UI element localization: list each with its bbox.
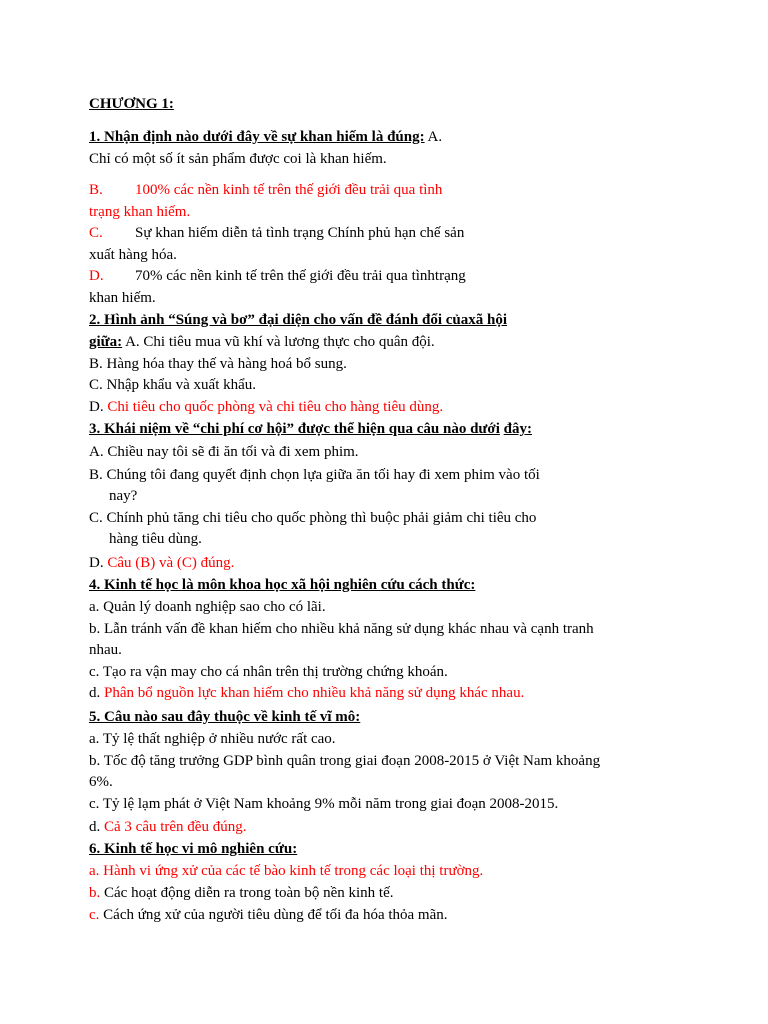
q4-option-d-text: Phân bổ nguồn lực khan hiếm cho nhiều khả năng sử dụng khác nhau. [100,685,525,701]
q5-option-d-text: Cả 3 câu trên đều đúng. [100,819,247,835]
q1-option-d-cont: khan hiếm. [89,290,156,306]
q3-option-c-cont: hàng tiêu dùng. [109,531,202,547]
question-1-title: 1. Nhận định nào dưới đây về sự khan hiếm là đúng: [89,129,425,145]
q1-option-c-text: Sự khan hiếm diễn tả tình trạng Chính phủ hạn chế sản [135,225,465,241]
q1-option-c-cont: xuất hàng hóa. [89,247,177,263]
q4-option-b-cont: nhau. [89,642,122,658]
q4-option-d [89,684,524,702]
question-3 [89,420,532,438]
q5-option-d [89,818,246,836]
question-5-title: 5. Câu nào sau đây thuộc về kinh tế vĩ mô: [89,709,361,725]
q6-option-b-label: b. [89,885,101,901]
q1-option-a-label: A. [424,129,443,145]
q6-option-c [89,906,448,924]
q4-option-a: a. Quản lý doanh nghiệp sao cho có lãi. [89,599,326,615]
q1-option-b [89,181,442,199]
q5-option-b: b. Tốc độ tăng trưởng GDP bình quân trong giai đoạn 2008-2015 ở Việt Nam khoảng [89,753,601,769]
q3-option-d-label: D. [89,555,104,571]
q6-option-a: a. Hành vi ứng xử của các tế bào kinh tế trong các loại thị trường. [89,863,484,879]
q5-option-d-label: d. [89,819,101,835]
q6-option-c-label: c. [89,907,100,923]
question-3-title-cont: đây: [503,421,532,437]
q1-option-d [89,267,466,285]
q4-option-c: c. Tạo ra vận may cho cá nhân trên thị trường chứng khoán. [89,664,448,680]
question-2-title: 2. Hình ảnh “Súng và bơ” đại diện cho vấn đề đánh đổi củaxã hội [89,312,508,328]
q6-option-b-text: Các hoạt động diễn ra trong toàn bộ nền kinh tế. [100,885,394,901]
q1-option-b-cont: trạng khan hiếm. [89,204,191,220]
question-4-title: 4. Kinh tế học là môn khoa học xã hội nghiên cứu cách thức: [89,577,476,593]
q3-option-d-text: Câu (B) và (C) đúng. [103,555,235,571]
q3-option-a: A. Chiều nay tôi sẽ đi ăn tối và đi xem phim. [89,444,359,460]
q1-option-c [89,224,464,242]
q1-option-c-label: C. [89,225,103,241]
q1-option-d-text: 70% các nền kinh tế trên thế giới đều trải qua tìnhtrạng [135,268,466,284]
q5-option-a: a. Tỷ lệ thất nghiệp ở nhiều nước rất cao. [89,731,336,747]
q2-option-d [89,398,443,416]
q1-option-b-text: 100% các nền kinh tế trên thế giới đều trải qua tình [135,182,443,198]
q1-option-d-label: D. [89,268,104,284]
q5-option-c: c. Tỷ lệ lạm phát ở Việt Nam khoảng 9% mỗi năm trong giai đoạn 2008-2015. [89,796,559,812]
q3-option-d [89,554,234,572]
question-3-title: 3. Khái niệm về “chi phí cơ hội” được thể hiện qua câu nào dưới [89,421,500,437]
q3-option-c: C. Chính phủ tăng chi tiêu cho quốc phòng thì buộc phải giảm chi tiêu cho [89,510,537,526]
question-1 [89,128,442,146]
q4-option-b: b. Lẫn tránh vấn đề khan hiếm cho nhiều khả năng sử dụng khác nhau và cạnh tranh [89,621,594,637]
q4-option-d-label: d. [89,685,101,701]
chapter-heading: CHƯƠNG 1: [89,96,174,112]
q2-option-d-label: D. [89,399,104,415]
q2-option-b: B. Hàng hóa thay thế và hàng hoá bổ sung. [89,356,347,372]
q1-option-b-label: B. [89,182,103,198]
q5-option-b-cont: 6%. [89,774,113,790]
q1-option-a: Chỉ có một số ít sản phẩm được coi là khan hiếm. [89,151,387,167]
q3-option-b: B. Chúng tôi đang quyết định chọn lựa giữa ăn tối hay đi xem phim vào tối [89,467,540,483]
q6-option-b [89,884,394,902]
q2-option-a: A. Chi tiêu mua vũ khí và lương thực cho quân đội. [122,334,435,350]
q3-option-b-cont: nay? [109,488,138,504]
question-2-title-cont: giữa: [89,334,123,350]
q6-option-c-text: Cách ứng xử của người tiêu dùng để tối đa hóa thỏa mãn. [99,907,448,923]
question-2-line [89,333,435,351]
q2-option-d-text: Chi tiêu cho quốc phòng và chi tiêu cho hàng tiêu dùng. [103,399,444,415]
q2-option-c: C. Nhập khẩu và xuất khẩu. [89,377,257,393]
question-6-title: 6. Kinh tế học vi mô nghiên cứu: [89,841,298,857]
